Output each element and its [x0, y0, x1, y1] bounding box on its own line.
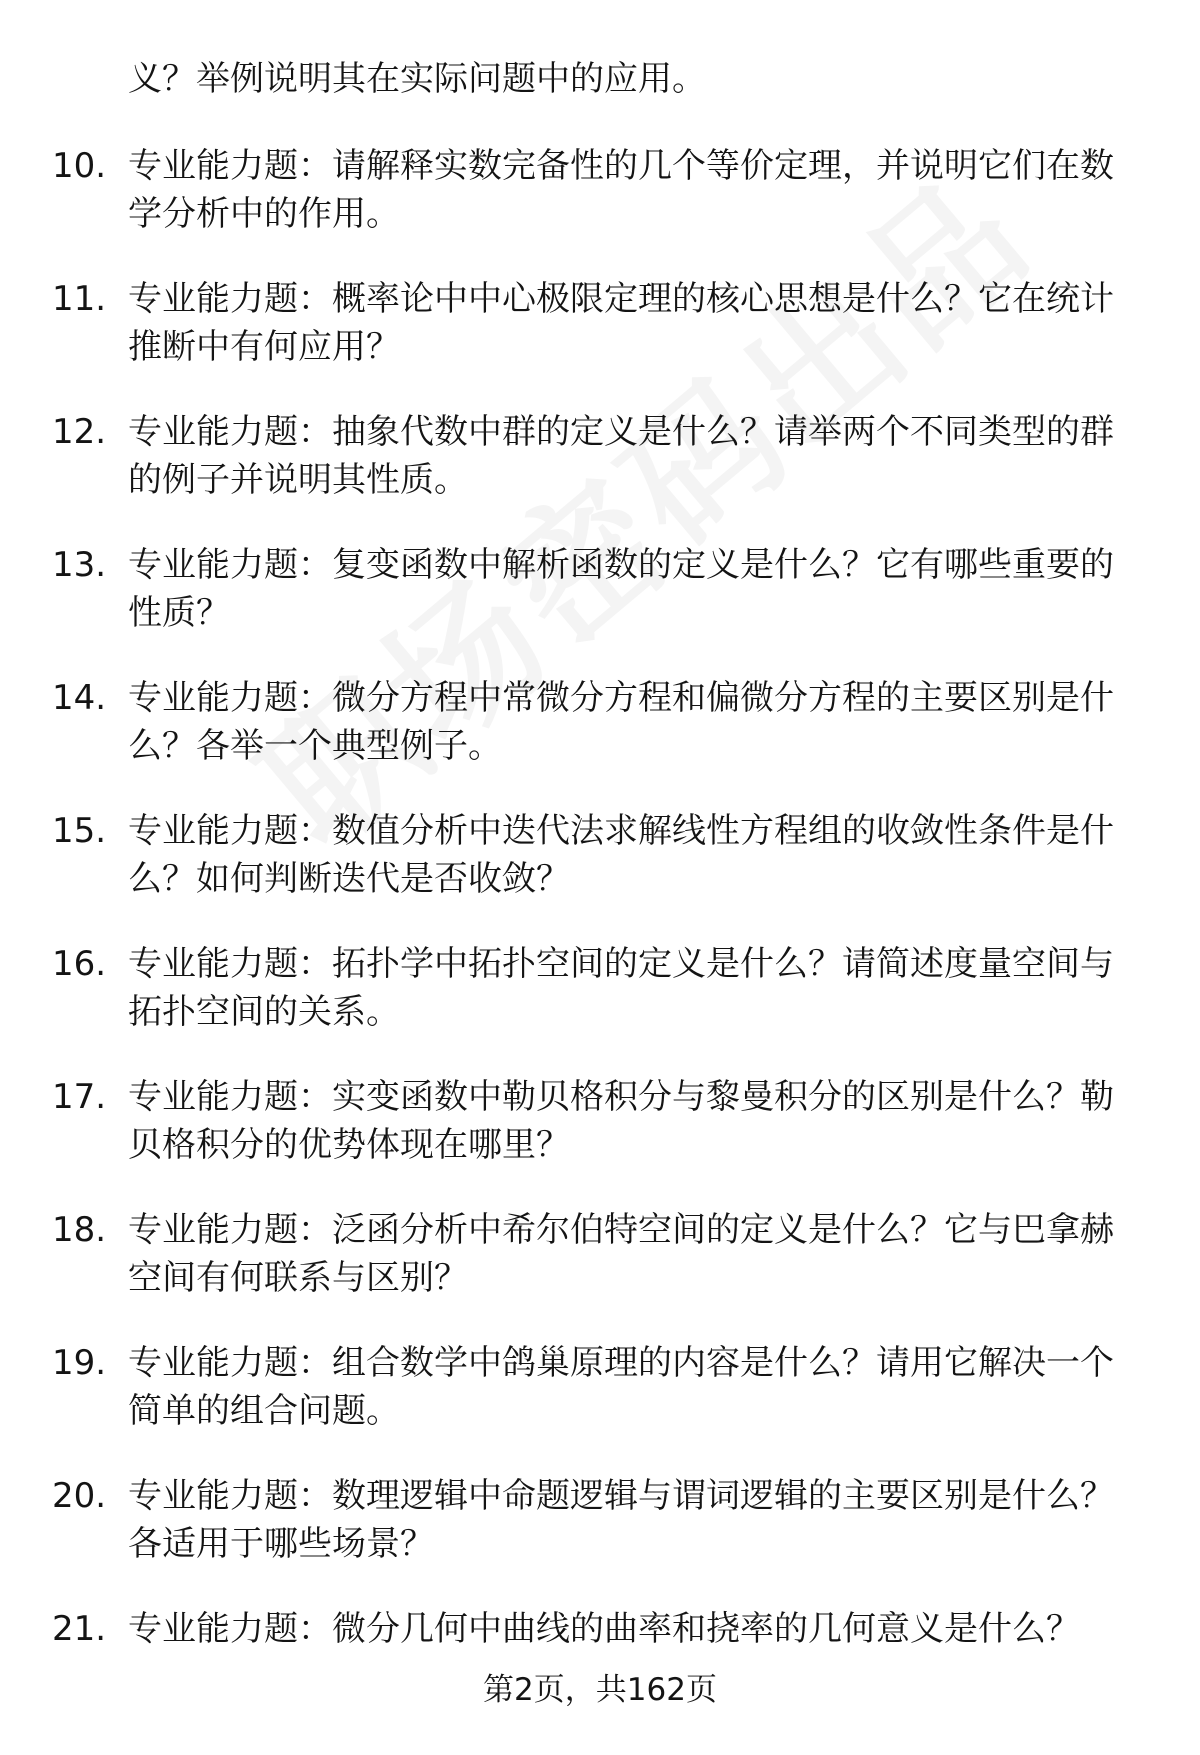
list-item: [0, 408, 1200, 541]
question-number: 17.: [52, 1077, 107, 1117]
question-number: 21.: [52, 1609, 107, 1649]
list-item: [0, 940, 1200, 1073]
list-item: [0, 807, 1200, 940]
list-item: [0, 1339, 1200, 1472]
list-item: [0, 275, 1200, 408]
question-text: 专业能力题：微分方程中常微分方程和偏微分方程的主要区别是什么？各举一个典型例子。: [128, 678, 1114, 766]
question-text: 专业能力题：实变函数中勒贝格积分与黎曼积分的区别是什么？勒贝格积分的优势体现在哪里？: [128, 1077, 1114, 1165]
page-footer: 第2页，共162页: [483, 1672, 717, 1708]
question-number: 10.: [52, 146, 107, 186]
question-number: 12.: [52, 412, 107, 452]
question-text: 专业能力题：微分几何中曲线的曲率和挠率的几何意义是什么？: [128, 1609, 1080, 1649]
question-number: 13.: [52, 545, 107, 585]
continuation-text: 义？举例说明其在实际问题中的应用。: [128, 59, 706, 99]
list-item: [0, 1206, 1200, 1339]
list-item: [0, 674, 1200, 807]
list-item: [0, 1073, 1200, 1206]
question-text: 专业能力题：数值分析中迭代法求解线性方程组的收敛性条件是什么？如何判断迭代是否收敛？: [128, 811, 1114, 899]
question-number: 19.: [52, 1343, 107, 1383]
question-number: 14.: [52, 678, 107, 718]
question-text: 专业能力题：拓扑学中拓扑空间的定义是什么？请简述度量空间与拓扑空间的关系。: [128, 944, 1114, 1032]
question-text: 专业能力题：概率论中中心极限定理的核心思想是什么？它在统计推断中有何应用？: [128, 279, 1114, 367]
question-text: 专业能力题：泛函分析中希尔伯特空间的定义是什么？它与巴拿赫空间有何联系与区别？: [128, 1210, 1114, 1298]
list-item: [0, 1472, 1200, 1605]
question-number: 15.: [52, 811, 107, 851]
question-number: 18.: [52, 1210, 107, 1250]
question-text: 专业能力题：复变函数中解析函数的定义是什么？它有哪些重要的性质？: [128, 545, 1114, 633]
question-text: 专业能力题：请解释实数完备性的几个等价定理，并说明它们在数学分析中的作用。: [128, 146, 1114, 234]
question-text: 专业能力题：抽象代数中群的定义是什么？请举两个不同类型的群的例子并说明其性质。: [128, 412, 1114, 500]
question-number: 20.: [52, 1476, 107, 1516]
list-item: [0, 142, 1200, 275]
question-number: 16.: [52, 944, 107, 984]
question-text: 专业能力题：数理逻辑中命题逻辑与谓词逻辑的主要区别是什么？各适用于哪些场景？: [128, 1476, 1114, 1564]
question-list: [0, 142, 1200, 1738]
list-item: [0, 541, 1200, 674]
question-number: 11.: [52, 279, 107, 319]
question-text: 专业能力题：组合数学中鸽巢原理的内容是什么？请用它解决一个简单的组合问题。: [128, 1343, 1114, 1431]
